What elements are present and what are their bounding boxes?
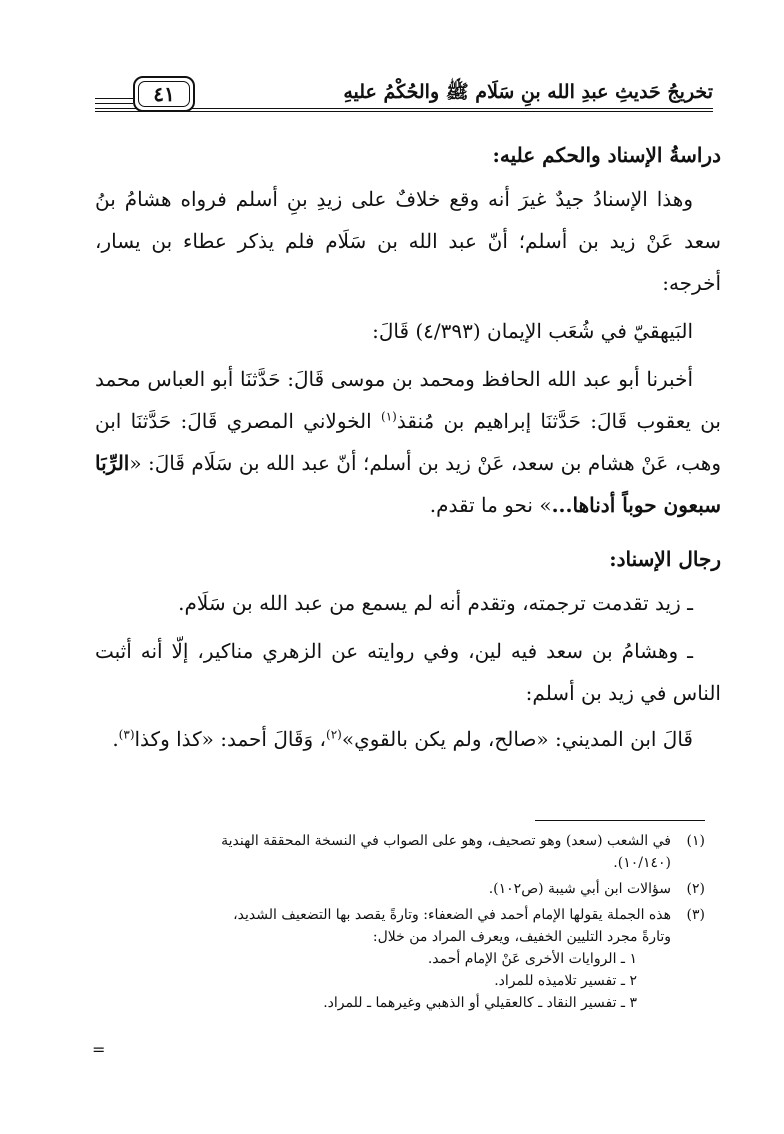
footnote-line: سؤالات ابن أبي شيبة (ص١٠٢). <box>488 881 671 897</box>
footnote-3 <box>95 904 705 1014</box>
paragraph-text: وهذا الإسنادُ جيدٌ غيرَ أنه وقع خلافٌ على زيدِ بنِ أسلم فرواه هشامُ بنُ سعد عَنْ زيد بن أسلم؛ أنّ عبد الله بن سَلَام فلم يذكر عطاء بن يسار، أخرجه: <box>95 187 721 295</box>
footnote-line: في الشعب (سعد) وهو تصحيف، وهو على الصواب في النسخة المحققة الهندية <box>221 833 671 849</box>
section-study <box>95 140 721 170</box>
section-heading-narrators: رجال الإسناد: <box>609 547 721 571</box>
page-number-box <box>133 76 195 112</box>
header-title: تخريجُ حَديثِ عبدِ الله بنِ سَلَام ﷺ والحُكْمُ عليهِ <box>343 81 713 103</box>
paragraph-bayhaqi <box>95 310 721 352</box>
footnote-ref-2: (٢) <box>326 727 342 742</box>
madini-text-a: قَالَ ابن المديني: «صالح، ولم يكن بالقوي» <box>341 727 693 751</box>
footnote-line: وتارةً مجرد التليين الخفيف، ويعرف المراد من خلال: <box>372 929 671 945</box>
paragraph-hisham <box>95 630 721 714</box>
footnote-number: (١) <box>686 833 705 849</box>
section-narrators <box>95 544 721 574</box>
footnote-subitem: ٣ ـ تفسير النقاد ـ كالعقيلي أو الذهبي وغيرهما ـ للمراد. <box>323 995 637 1011</box>
footnote-line: هذه الجملة يقولها الإمام أحمد في الضعفاء: وتارةً يقصد بها التضعيف الشديد، <box>233 907 671 923</box>
paragraph-text: ـ زيد تقدمت ترجمته، وتقدم أنه لم يسمع من عبد الله بن سَلَام. <box>178 591 693 615</box>
paragraph-text: ـ وهشامُ بن سعد فيه لين، وفي روايته عن الزهري مناكير، إلّا أنه أثبت الناس في زيد بن أسلم: <box>95 639 721 705</box>
paragraph-text <box>95 718 721 760</box>
footnote-1 <box>95 830 705 874</box>
footnote-subitem: ٢ ـ تفسير تلاميذه للمراد. <box>494 973 637 989</box>
page-number-frame <box>138 81 190 107</box>
footnote-line: (١٠/١٤٠). <box>613 855 671 871</box>
paragraph-zayd <box>95 582 721 624</box>
continuation-mark: = <box>92 1040 106 1059</box>
paragraph-text: البَيهقيّ في شُعَب الإيمان (٤/٣٩٣) قَالَ: <box>372 319 693 343</box>
footnote-subitem: ١ ـ الروايات الأخرى عَنْ الإمام أحمد. <box>427 951 637 967</box>
chain-text-a: أخبرنا أبو عبد الله الحافظ ومحمد بن موسى قَالَ: حَدَّثنَا أبو العباس محمد بن يعقوب قَالَ: حَدَّثنَا إبراهيم بن مُنقذ <box>95 367 722 433</box>
footnotes <box>95 830 705 1018</box>
footnote-ref-1: (١) <box>381 409 397 424</box>
running-header <box>95 74 713 118</box>
paragraph-madini <box>95 718 721 760</box>
paragraph-chain <box>95 358 721 526</box>
footnote-number: (٣) <box>686 907 705 923</box>
madini-text-c: . <box>112 727 119 751</box>
header-left-rule <box>95 98 133 104</box>
page-number: ٤١ <box>153 82 175 106</box>
madini-text-b: ، وَقَالَ أحمد: «كذا وكذا <box>134 727 326 751</box>
footnote-separator <box>535 820 705 821</box>
footnote-number: (٢) <box>686 881 705 897</box>
chain-text-b: الخولاني المصري قَالَ: حَدَّثنَا ابن وهب، عَنْ هشام بن سعد، عَنْ زيد بن أسلم؛ أنّ عبد الله بن سَلَام قَالَ: « <box>95 409 721 475</box>
footnote-ref-3: (٣) <box>118 727 135 742</box>
paragraph-isnad <box>95 178 721 304</box>
hadith-quote: الرِّبَا سبعون حوباً أدناها... <box>95 451 721 517</box>
section-heading-study: دراسةُ الإسناد والحكم عليه: <box>492 143 721 167</box>
footnote-2 <box>95 878 705 900</box>
chain-text-c: » نحو ما تقدم. <box>429 493 552 517</box>
paragraph-text <box>95 358 721 526</box>
